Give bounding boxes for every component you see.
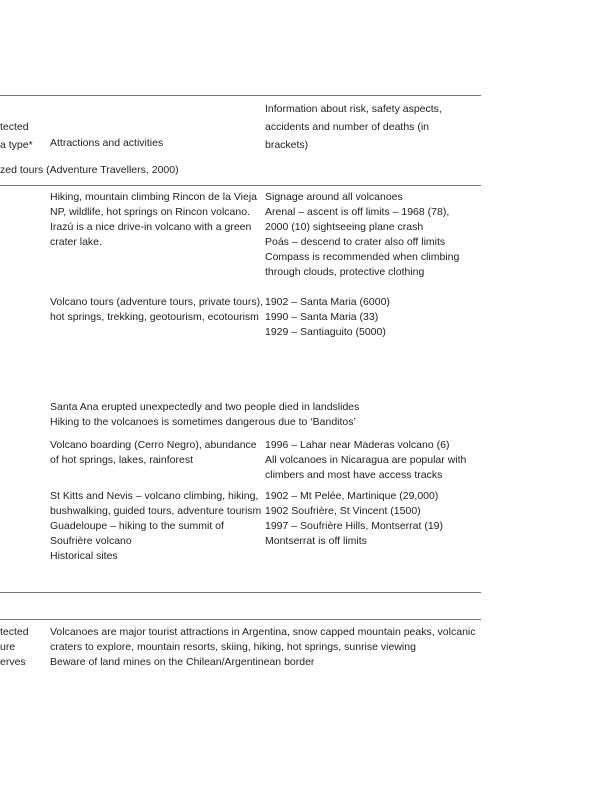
table-cell-line: of hot springs, lakes, rainforest (50, 454, 193, 466)
table-cell-line: erves (0, 656, 26, 668)
table-cell-line: crater lake. (50, 236, 102, 248)
table-cell-line: 1990 – Santa Maria (33) (265, 311, 379, 323)
table-cell-line: craters to explore, mountain resorts, skiing, hiking, hot springs, sunrise viewing (50, 641, 416, 653)
table-cell-line: tected (0, 626, 29, 638)
header-risk-line: Information about risk, safety aspects, (265, 103, 442, 115)
header-risk-line: brackets) (265, 139, 309, 151)
table-cell-line: climbers and most have access tracks (265, 469, 443, 481)
table-cell-line: through clouds, protective clothing (265, 266, 425, 278)
table-cell-line: 1902 – Santa Maria (6000) (265, 296, 390, 308)
table-cell-line: Soufrière volcano (50, 535, 132, 547)
table-cell-line: Irazú is a nice drive-in volcano with a green (50, 221, 252, 233)
table-cell-line: 1902 Soufrière, St Vincent (1500) (265, 505, 421, 517)
row-attractions (50, 489, 261, 564)
table-cell-line: Historical sites (50, 550, 118, 562)
row-attractions (50, 190, 257, 250)
header-risk (265, 100, 442, 154)
header-col1-line: tected (0, 121, 29, 133)
table-cell-line: Santa Ana erupted unexpectedly and two people died in landslides (50, 401, 360, 413)
header-col1 (0, 118, 33, 154)
table-cell-line: 1929 – Santiaguito (5000) (265, 326, 386, 338)
table-cell-line: 1996 – Lahar near Maderas volcano (6) (265, 439, 450, 451)
table-cell-line: NP, wildlife, hot springs on Rincon volcano. (50, 206, 250, 218)
table-cell-line: Volcano boarding (Cerro Negro), abundance (50, 439, 257, 451)
table-cell-line: Beware of land mines on the Chilean/Argentinean border (50, 656, 315, 668)
table-top-rule (0, 95, 481, 96)
table-cell-line: Volcano tours (adventure tours, private tours), (50, 296, 264, 308)
table-cell-line: All volcanoes in Nicaragua are popular with (265, 454, 467, 466)
table-cell-line: St Kitts and Nevis – volcano climbing, hiking, (50, 490, 259, 502)
table-cell-line: hot springs, trekking, geotourism, ecotourism (50, 311, 259, 323)
table-cell-line: Poás – descend to crater also off limits (265, 236, 446, 248)
table-cell-line: Hiking, mountain climbing Rincon de la Vieja (50, 191, 258, 203)
table-cell-line: Compass is recommended when climbing (265, 251, 460, 263)
table-cell-line: Hiking to the volcanoes is sometimes dangerous due to ‘Banditos’ (50, 416, 356, 428)
last-row-col1 (0, 625, 29, 670)
table-cell-line: ure (0, 641, 16, 653)
row-risk (265, 190, 459, 280)
table-cell-line: Signage around all volcanoes (265, 191, 403, 203)
row-risk (265, 438, 466, 483)
row-attractions (50, 438, 257, 468)
table-cell-line: Guadeloupe – hiking to the summit of (50, 520, 224, 532)
row-attractions (50, 295, 263, 325)
row-risk (265, 295, 390, 340)
header-attractions: Attractions and activities (50, 137, 164, 149)
section-start-rule (0, 619, 481, 620)
section-end-rule (0, 592, 481, 593)
section-note: zed tours (Adventure Travellers, 2000) (0, 164, 179, 176)
last-row-attractions (50, 625, 476, 670)
table-cell-line: Montserrat is off limits (265, 535, 367, 547)
header-bottom-rule (0, 185, 481, 186)
row-risk (265, 489, 443, 549)
row-attractions (50, 400, 359, 430)
table-cell-line: bushwalking, guided tours, adventure tourism (50, 505, 262, 517)
header-col1-line: a type* (0, 139, 33, 151)
table-cell-line: 1997 – Soufrière Hills, Montserrat (19) (265, 520, 443, 532)
table-cell-line: 2000 (10) sightseeing plane crash (265, 221, 424, 233)
header-risk-line: accidents and number of deaths (in (265, 121, 430, 133)
table-cell-line: Arenal – ascent is off limits – 1968 (78), (265, 206, 450, 218)
table-cell-line: 1902 – Mt Pelée, Martinique (29,000) (265, 490, 439, 502)
table-cell-line: Volcanoes are major tourist attractions in Argentina, snow capped mountain peaks, volcanic (50, 626, 476, 638)
